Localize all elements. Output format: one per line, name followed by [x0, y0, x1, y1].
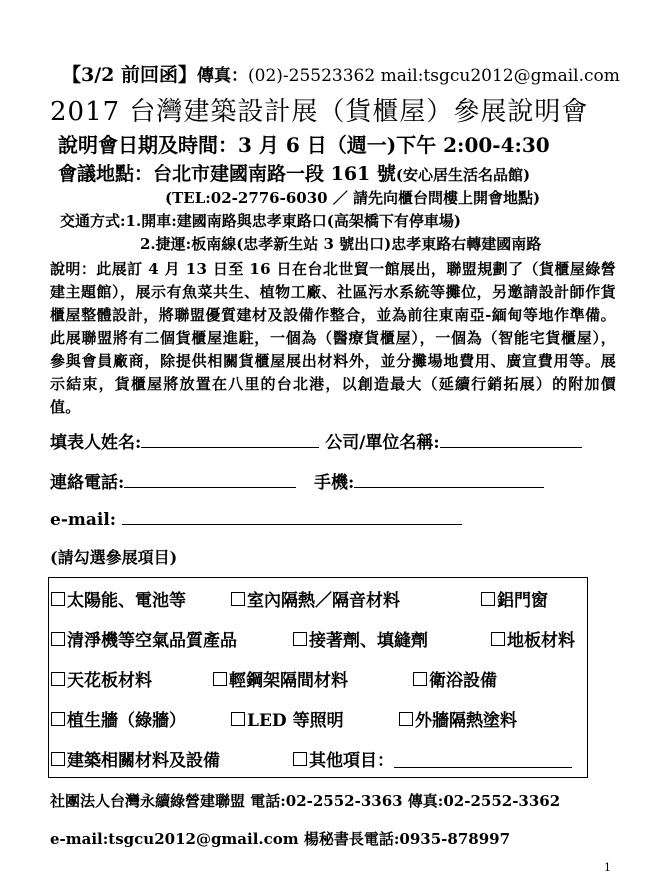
checkbox[interactable] — [293, 752, 307, 766]
mobile-label: 手機: — [314, 473, 355, 493]
company-field[interactable] — [440, 431, 582, 448]
phone-label: 連絡電話: — [50, 473, 125, 493]
option-led[interactable]: LED 等照明 — [231, 706, 344, 731]
option-adhesive[interactable]: 接著劑、填縫劑 — [293, 626, 428, 651]
page-title: 2017 台灣建築設計展（貨櫃屋）參展說明會 — [50, 97, 589, 127]
checkbox[interactable] — [51, 712, 65, 726]
footer-email-contact: e-mail:tsgcu2012@gmail.com 楊秘書長電話:0935-878997 — [50, 830, 511, 848]
venue-note: (安心居生活名品館) — [395, 166, 531, 184]
page-number: 1 — [604, 861, 611, 874]
option-bathroom[interactable]: 衛浴設備 — [413, 666, 497, 691]
name-field[interactable] — [141, 431, 319, 448]
checkbox[interactable] — [51, 592, 65, 606]
option-green-wall[interactable]: 植生牆（綠牆） — [51, 706, 186, 731]
checkbox[interactable] — [399, 712, 413, 726]
fax-mail-text: (02)-25523362 mail:tsgcu2012@gmail.com — [248, 66, 620, 86]
checkbox[interactable] — [413, 672, 427, 686]
footer-org-contact: 社團法人台灣永續綠營建聯盟 電話:02-2552-3363 傳真:02-2552-3362 — [50, 792, 561, 810]
checkbox[interactable] — [231, 592, 245, 606]
venue-tel: (TEL:02-2776-6030 ／ 請先向櫃台問樓上開會地點) — [165, 189, 541, 207]
option-air-purifier[interactable]: 清淨機等空氣品質產品 — [51, 626, 237, 651]
checkbox[interactable] — [213, 672, 227, 686]
other-field[interactable] — [394, 750, 572, 768]
email-label: e-mail: — [50, 510, 117, 530]
option-insulation[interactable]: 室內隔熱／隔音材料 — [231, 586, 400, 611]
header-line — [62, 60, 620, 87]
meeting-venue — [58, 159, 530, 186]
checkbox[interactable] — [51, 752, 65, 766]
name-company-row — [50, 428, 582, 453]
checkbox[interactable] — [231, 712, 245, 726]
exhibit-options-box — [48, 577, 588, 778]
traffic-mrt: 2.捷運:板南線(忠孝新生站 3 號出口)忠孝東路右轉建國南路 — [140, 235, 542, 253]
mobile-field[interactable] — [354, 471, 544, 488]
phone-field[interactable] — [124, 471, 296, 488]
checkbox[interactable] — [481, 592, 495, 606]
option-steel-partition[interactable]: 輕鋼架隔間材料 — [213, 666, 348, 691]
event-description: 說明：此展訂 4 月 13 日至 16 日在台北世貿一館展出，聯盟規劃了（貨櫃屋綠營建主題館），展示有魚菜共生、植物工廠、社區污水系統等攤位，另邀請設計師作貨櫃屋整體設計，將聯盟優質建材及設備作整合，並為前往東南亞-緬甸等地作準備。此展聯盟將有二個貨櫃屋進駐，一個為（醫療貨櫃屋），一個為（智能宅貨櫃屋），參與會員廠商，除提供相關貨櫃屋展出材料外，並分攤場地費用、廣宣費用等。展示結束，貨櫃屋將放置在八里的台北港，以創造最大（延續行銷拓展）的附加價值。 — [50, 260, 616, 416]
checkbox[interactable] — [51, 672, 65, 686]
checkbox[interactable] — [51, 632, 65, 646]
email-field[interactable] — [122, 508, 462, 525]
phone-row — [50, 468, 544, 493]
option-solar[interactable]: 太陽能、電池等 — [51, 586, 186, 611]
name-label: 填表人姓名: — [50, 433, 142, 453]
company-label: 公司/單位名稱: — [325, 433, 440, 453]
option-wall-coating[interactable]: 外牆隔熱塗料 — [399, 706, 517, 731]
venue-address: 會議地點：台北市建國南路一段 161 號 — [58, 163, 396, 185]
option-windows[interactable]: 鋁門窗 — [481, 586, 548, 611]
email-row — [50, 508, 462, 530]
option-building-materials[interactable]: 建築相關材料及設備 — [51, 746, 220, 771]
fax-label: 傳真： — [197, 66, 248, 86]
option-flooring[interactable]: 地板材料 — [491, 626, 575, 651]
meeting-datetime: 說明會日期及時間：3 月 6 日（週一)下午 2:00-4:30 — [58, 133, 550, 157]
checkbox[interactable] — [293, 632, 307, 646]
traffic-car: 交通方式:1.開車:建國南路與忠孝東路口(高架橋下有停車場) — [60, 212, 461, 230]
select-instruction: (請勾選參展項目) — [50, 548, 178, 567]
checkbox[interactable] — [491, 632, 505, 646]
option-other[interactable]: 其他項目： — [293, 746, 572, 771]
option-ceiling[interactable]: 天花板材料 — [51, 666, 152, 691]
notice-tag: 【3/2 前回函】 — [62, 64, 197, 86]
